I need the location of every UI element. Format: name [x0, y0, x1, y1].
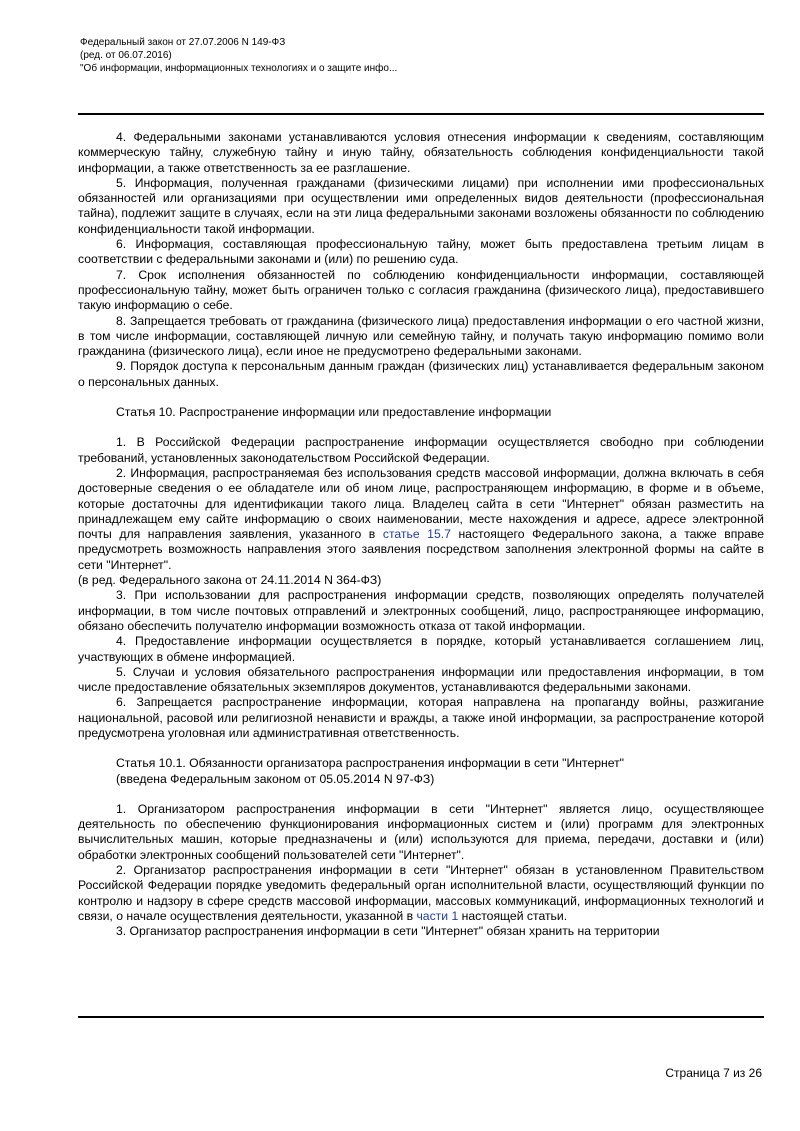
article-10-title: Статья 10. Распространение информации или предоставление информации: [116, 405, 552, 420]
header-law-name: "Об информации, информационных технологиях и о защите инфо...: [80, 63, 398, 74]
paragraph-9-9: 9. Порядок доступа к персональным данным граждан (физических лиц) устанавливается федеральным законом о персональных данных.: [78, 359, 764, 389]
paragraph-10-2-text-end: настоящего Федерального закона, а также вправе предусмотреть возможность направления этого заявления посредством заполнения электронной формы на сайте в сети "Интернет".: [78, 527, 764, 572]
header-revision: (ред. от 06.07.2016): [80, 50, 172, 61]
paragraph-10-1: 1. В Российской Федерации распространение информации осуществляется свободно при соблюдении требований, установленных законодательством Российской Федерации.: [78, 435, 764, 465]
paragraph-9-5: 5. Информация, полученная гражданами (физическими лицами) при исполнении ими профессиональных обязанностей или организациями при осуществлении ими определенных видов деятельности (профессиональная тайна), подлежит защите в случаях, если на эти лица федеральными законами возложены обязанности по соблюдению конфиденциальности такой информации.: [78, 175, 764, 236]
paragraph-9-6: 6. Информация, составляющая профессиональную тайну, может быть предоставлена третьим лицам в соответствии с федеральными законами и (или) по решению суда.: [78, 237, 764, 267]
paragraph-10-2-text: 2. Информация, распространяемая без использования средств массовой информации, должна включать в себя достоверные сведения о ее обладателе или об ином лице, распространяющем информацию, в форме и в объеме, которые достаточны для идентификации такого лица. Владелец сайта в сети "Интернет" обязан разместить на принадлежащем ему сайте информацию о своих наименовании, месте нахождения и адресе, адресе электронной почты для направления заявления, указанного в: [78, 465, 764, 542]
paragraph-10-1-2: [78, 863, 764, 924]
paragraph-9-8: 8. Запрещается требовать от гражданина (физического лица) предоставления информации о его частной жизни, в том числе информации, составляющей личную или семейную тайну, и получать такую информацию помимо воли гражданина (физического лица), если иное не предусмотрено федеральными законами.: [78, 313, 764, 359]
paragraph-10-1-2-text-end: настоящей статьи.: [458, 908, 568, 923]
article-10-1-title: Статья 10.1. Обязанности организатора распространения информации в сети "Интернет": [116, 756, 625, 771]
document-body: [78, 130, 764, 940]
paragraph-10-4: 4. Предоставление информации осуществляется в порядке, который устанавливается соглашением лиц, участвующих в обмене информацией.: [78, 634, 764, 664]
footer-divider: [78, 1016, 764, 1018]
header-law-title: Федеральный закон от 27.07.2006 N 149-ФЗ: [80, 37, 286, 48]
paragraph-9-4: 4. Федеральными законами устанавливаются условия отнесения информации к сведениям, составляющим коммерческую тайну, служебную тайну и иную тайну, обязательность соблюдения конфиденциальности такой информации, а также ответственность за ее разглашение.: [78, 130, 764, 175]
paragraph-10-5: 5. Случаи и условия обязательного распространения информации или предоставления информации, в том числе предоставление обязательных экземпляров документов, устанавливаются федеральными законами.: [78, 664, 764, 695]
paragraph-10-3: 3. При использовании для распространения информации средств, позволяющих определять получателей информации, в том числе почтовых отправлений и электронных сообщений, лицо, распространяющее информацию, обязано обеспечить получателю информации возможность отказа от такой информации.: [78, 588, 764, 633]
document-header: [80, 36, 720, 75]
page-number: Страница 7 из 26: [665, 1066, 762, 1080]
paragraph-10-1-3: 3. Организатор распространения информации в сети "Интернет" обязан хранить на территории: [116, 924, 660, 939]
revision-note: (в ред. Федерального закона от 24.11.2014 N 364-ФЗ): [78, 573, 382, 588]
article-15-7-link[interactable]: статье 15.7: [382, 527, 451, 542]
paragraph-10-2: [78, 466, 764, 573]
paragraph-10-1-1: 1. Организатором распространения информации в сети "Интернет" является лицо, осуществляющее деятельность по обеспечению функционирования информационных систем и (или) программ для электронных вычислительных машин, которые предназначены и (или) используются для приема, передачи, доставки и (или) обработки электронных сообщений пользователей сети "Интернет".: [78, 801, 764, 862]
header-divider: [78, 113, 764, 115]
part-1-link[interactable]: части 1: [416, 908, 459, 923]
paragraph-9-7: 7. Срок исполнения обязанностей по соблюдению конфиденциальности информации, составляющей профессиональную тайну, может быть ограничен только с согласия гражданина (физического лица), предоставившего такую информацию о себе.: [78, 267, 764, 313]
paragraph-10-1-2-text: 2. Организатор распространения информации в сети "Интернет" обязан в установленном Правительством Российской Федерации порядке уведомить федеральный орган исполнительной власти, осуществляющий функции по контролю и надзору в сфере средств массовой информации, массовых коммуникаций, информационных технологий и связи, о начале осуществления деятельности, указанной в: [78, 863, 764, 923]
paragraph-10-6: 6. Запрещается распространение информации, которая направлена на пропаганду войны, разжигание национальной, расовой или религиозной ненависти и вражды, а также иной информации, за распространение которой предусмотрена уголовная или административная ответственность.: [78, 695, 764, 740]
article-10-1-note: (введена Федеральным законом от 05.05.2014 N 97-ФЗ): [116, 771, 435, 786]
